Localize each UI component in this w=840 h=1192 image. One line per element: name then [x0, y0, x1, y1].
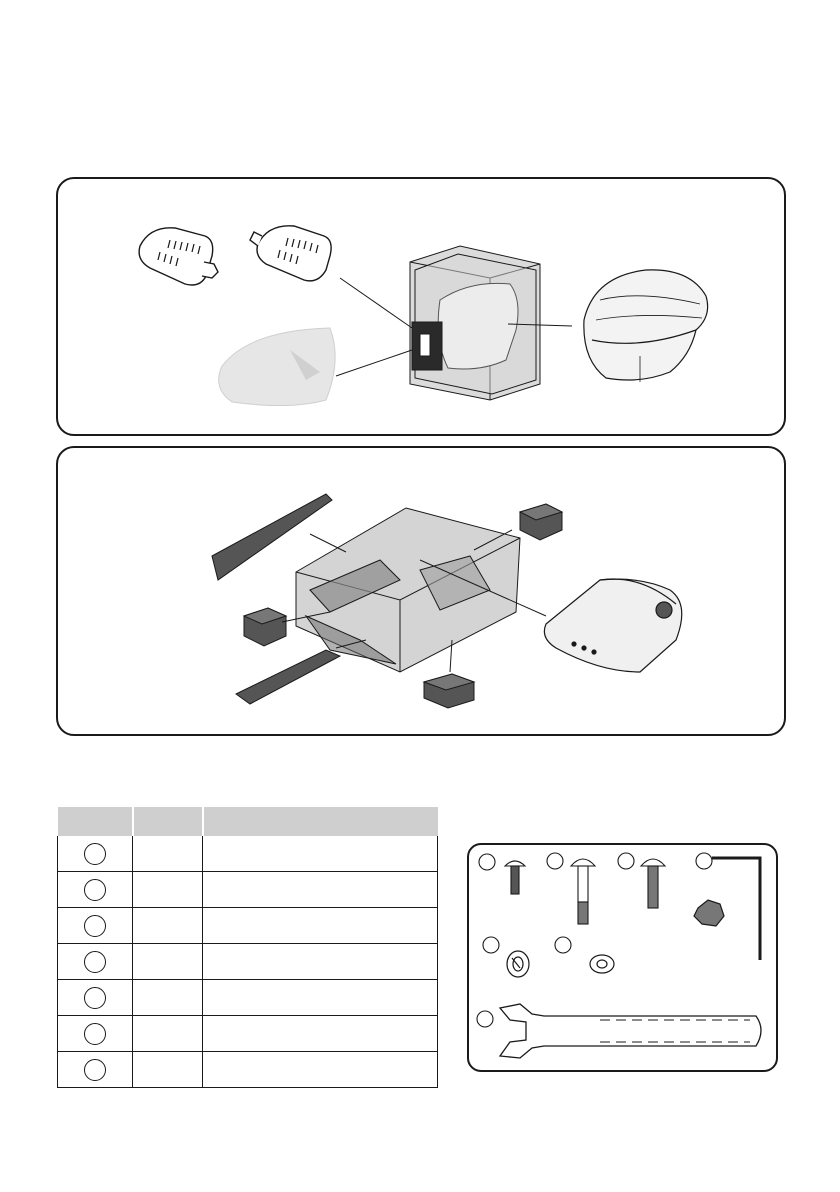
hex-nut-icon — [694, 900, 724, 926]
long-bolt-icon — [571, 859, 595, 924]
flat-washer-icon — [590, 955, 614, 973]
lock-washer-icon — [507, 951, 529, 977]
button-head-screw-icon — [505, 861, 525, 894]
wrench-icon — [500, 1004, 761, 1058]
flat-head-screw-icon — [641, 859, 665, 908]
